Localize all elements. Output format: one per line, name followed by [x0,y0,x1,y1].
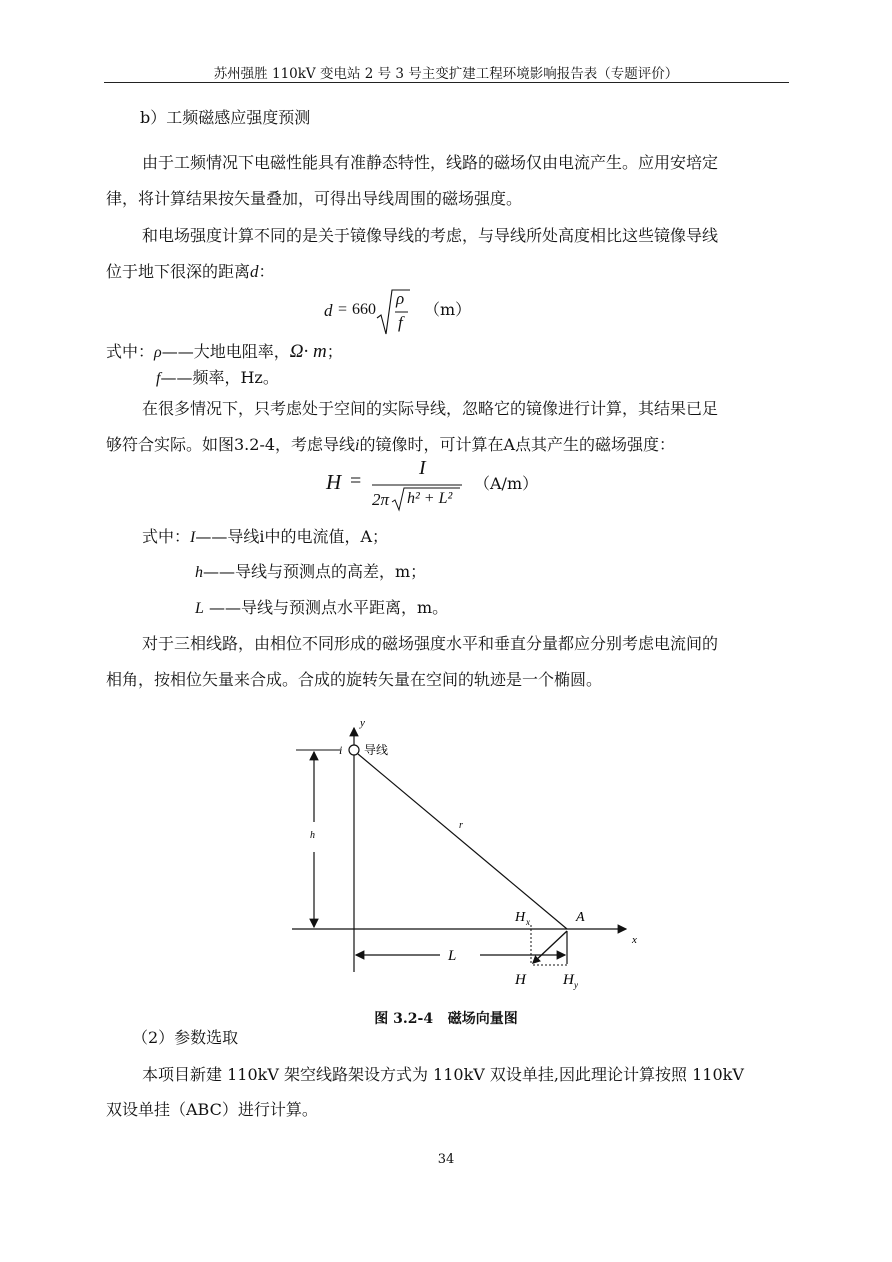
label-r: r [459,820,463,831]
where2-I-line: 式中：I——导线i中的电流值，A； [142,527,389,546]
H-vector [533,931,567,963]
where1-f-line: f——频率，Hz。 [156,368,279,387]
page-number: 34 [437,1152,455,1167]
label-Hy: H [563,972,574,988]
page-header: 苏州强胜 110kV 变电站 2 号 3 号主变扩建工程环境影响报告表（专题评价） [213,66,679,82]
where2-L-line: L ——导线与预测点水平距离，m。 [195,598,449,617]
header-rule [104,82,789,83]
radical-sign [376,288,412,338]
para3-line2: 够符合实际。如图3.2-4，考虑导线i的镜像时，可计算在A点其产生的磁场强度： [106,435,676,454]
label-y: y [360,717,365,729]
label-conductor: 导线 [364,743,389,757]
para5-line1: 本项目新建 110kV 架空线路架设方式为 110kV 双设单挂,因此理论计算按照 110kV [142,1065,744,1084]
label-i: i [339,743,343,757]
para2-line1: 和电场强度计算不同的是关于镜像导线的考虑，与导线所处高度相比这些镜像导线 [142,226,719,245]
section-heading-b: b）工频磁感应强度预测 [140,108,311,127]
label-h: h [310,830,315,841]
label-Hx: H [515,910,526,925]
conductor-circle [349,745,359,755]
label-L: L [448,948,457,964]
label-Hx-sub: x [526,917,530,927]
para1-line1: 由于工频情况下电磁性能具有准静态特性，线路的磁场仅由电流产生。应用安培定 [142,153,719,172]
para4-line1: 对于三相线路，由相位不同形成的磁场强度水平和垂直分量都应分别考虑电流间的 [142,634,719,653]
section-heading-2: （2）参数选取 [132,1028,239,1047]
r-line [358,754,567,929]
para3-line1: 在很多情况下，只考虑处于空间的实际导线，忽略它的镜像进行计算，其结果已足 [142,399,719,418]
magnetic-vector-diagram [280,712,650,1002]
where2-h-line: h——导线与预测点的高差，m； [195,562,427,581]
label-H: H [515,972,526,988]
where1-rho-line: 式中：ρ——大地电阻率，Ω· m； [106,341,343,362]
para2-line2: 位于地下很深的距离d： [106,262,275,281]
label-Hy-sub: y [574,980,578,990]
figure-caption: 图 3.2-4 磁场向量图 [374,1011,518,1027]
formula-d: d = 660 ρ f （m） [320,286,470,338]
formula-H: H = I 2π h² + L² （A/m） [322,456,542,516]
para1-line2: 律，将计算结果按矢量叠加，可得出导线周围的磁场强度。 [106,189,523,208]
para5-line2: 双设单挂（ABC）进行计算。 [106,1100,318,1119]
label-A: A [576,910,585,925]
label-x: x [632,934,637,946]
para4-line2: 相角，按相位矢量来合成。合成的旋转矢量在空间的轨迹是一个椭圆。 [106,670,603,689]
